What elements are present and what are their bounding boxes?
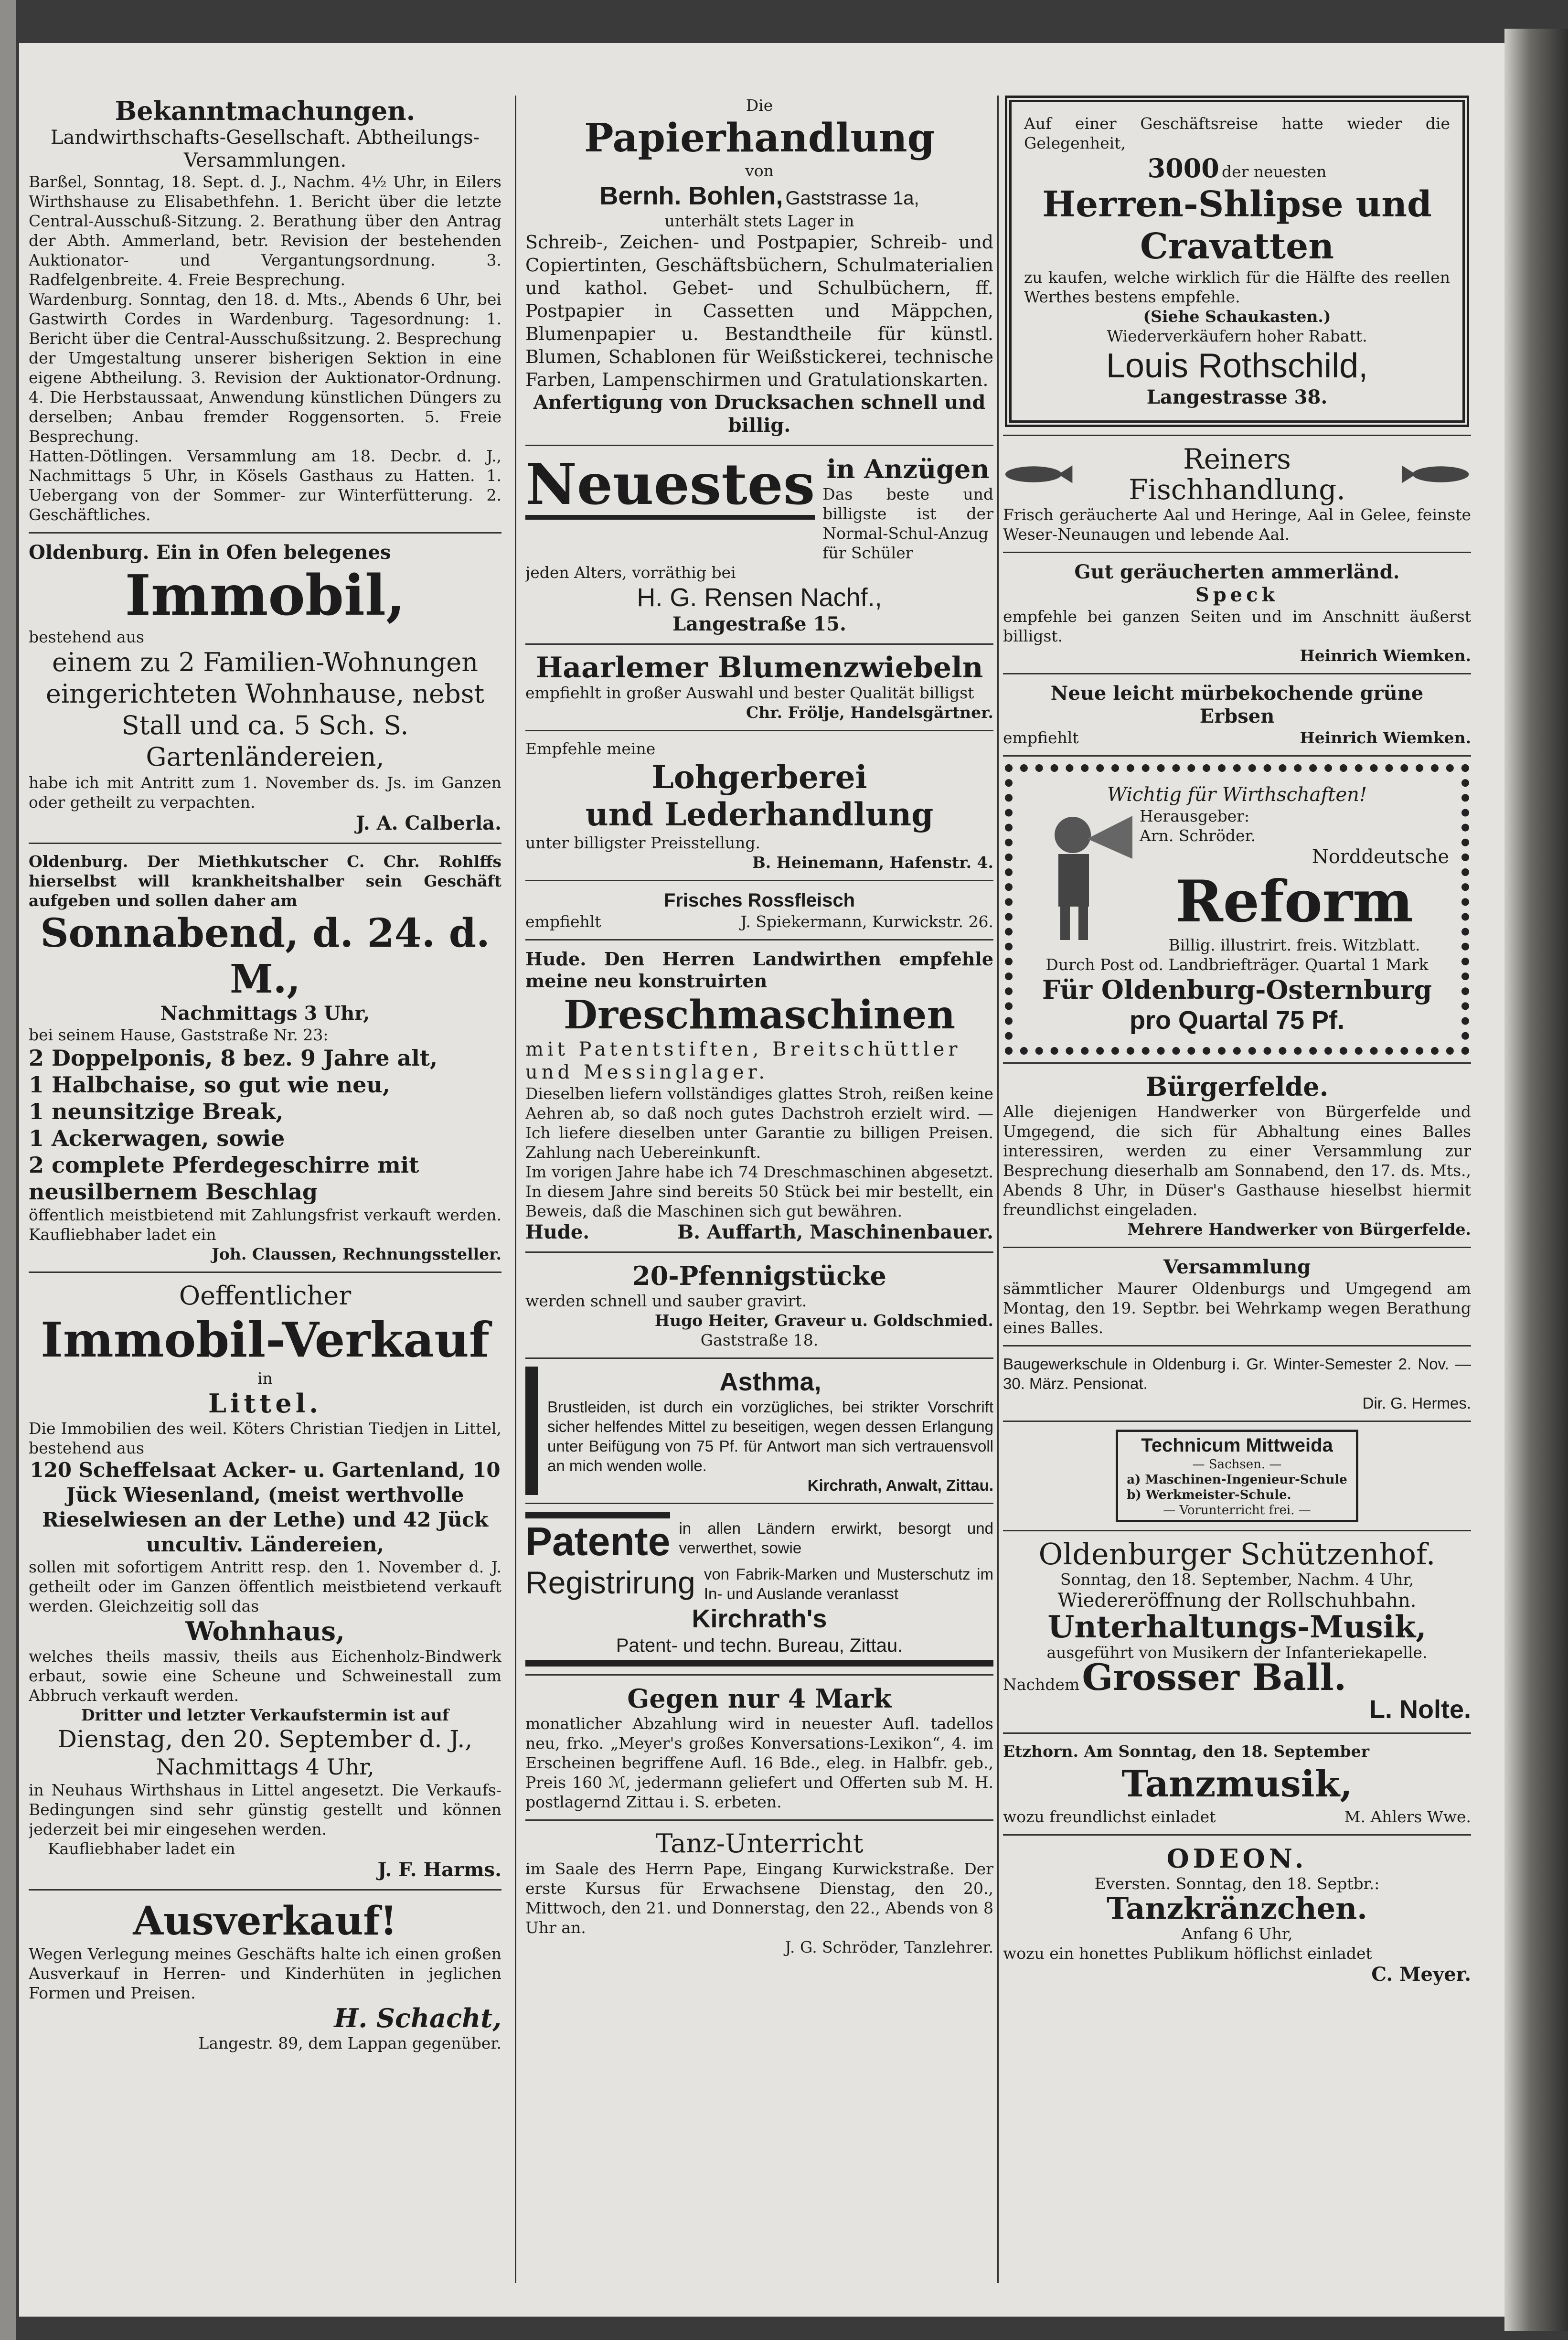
ad-title: Bürgerfelde. [1145, 1071, 1329, 1102]
ad-text-bold: 120 Scheffelsaat Acker- u. Gartenland, 10 Jück Wiesenland, (meist werthvolle Rieselwiesen an der Lethe) und 42 Jück uncultiv. Ländereien, [30, 1458, 501, 1556]
ad-place: Littel. [208, 1388, 322, 1419]
ad-text: Durch Post od. Landbriefträger. Quartal 1 Mark [1045, 955, 1429, 974]
ad-signature: B. Heinemann, Hafenstr. 4. [752, 853, 993, 872]
ad-text-bold: Wohnhaus, [185, 1616, 345, 1646]
ad-text: sämmtlicher Maurer Oldenburgs und Umgegend am Montag, den 19. Septbr. bei Wehrkamp wegen Berathung eines Balles. [1003, 1279, 1471, 1337]
section-header: Bekanntmachungen. [115, 96, 416, 126]
ad-time: Anfang 6 Uhr, [1181, 1924, 1293, 1943]
ad-immobil-verkauf-littel [29, 1281, 501, 1881]
ad-signature: J. G. Schröder, Tanzlehrer. [785, 1938, 993, 1956]
ad-text: Wiedereröffnung der Rollschuhbahn. [1057, 1590, 1417, 1612]
ad-title: ODEON. [1166, 1843, 1308, 1874]
auction-item: 2 Doppelponis, 8 bez. 9 Jahre alt, [29, 1045, 438, 1071]
ad-text: wozu ein honettes Publikum höflichst einladet [1003, 1944, 1372, 1963]
ad-text: im Saale des Herrn Pape, Eingang Kurwickstraße. Der erste Kursus für Erwachsene Dienstag, den 20., Mittwoch, den 21. und Donnerstag, den 22., Abends von 8 Uhr an. [525, 1859, 993, 1937]
ad-blumenzwiebeln [525, 652, 993, 722]
ad-lohgerberei [525, 739, 993, 872]
ad-title: Gut geräucherten ammerländ. [1074, 561, 1400, 583]
ad-divider [525, 730, 993, 731]
fish-icon [1401, 462, 1471, 486]
ad-text: empfehle bei ganzen Seiten und im Anschnitt äußerst billigst. [1003, 607, 1471, 645]
auction-item: 1 Halbchaise, so gut wie neu, [29, 1072, 390, 1098]
column-right [1003, 96, 1471, 2288]
ad-title: Lohgerberei [651, 759, 867, 796]
ad-signature: Chr. Frölje, Handelsgärtner. [746, 703, 993, 722]
ad-firm-name: H. G. Rensen Nachf., [637, 583, 882, 612]
ad-title: Ausverkauf! [133, 1898, 397, 1944]
ad-divider [525, 1357, 993, 1359]
ad-address: Langestr. 89, dem Lappan gegenüber. [198, 2034, 501, 2052]
ad-text: werden schnell und sauber gravirt. [525, 1292, 807, 1310]
ad-divider [525, 1819, 993, 1821]
ad-text: welches theils massiv, theils aus Eichenholz-Bindwerk erbaut, sowie eine Scheune und Schweinestall zum Abbruch verkauft werden. [29, 1647, 501, 1705]
ad-text: in Neuhaus Wirthshaus in Littel angesetzt. Die Verkaufs-Bedingungen sind sehr günstig gestellt und können jederzeit bei mir eingesehen werden. [29, 1781, 501, 1838]
newspaper-page [19, 43, 1504, 2317]
ad-signature: J. F. Harms. [377, 1859, 501, 1881]
ad-publisher: Arn. Schröder. [1140, 826, 1256, 845]
ad-asthma [525, 1367, 993, 1495]
ad-title: Reiners Fischhandlung. [1129, 443, 1345, 506]
ad-text: Brustleiden, ist durch ein vorzügliches, bei strikter Vorschrift sicher helfendes Mittel zu beseitigen, wegen dessen Erlangung unter Beifügung von 75 Pf. für Antwort man sich vertrauensvoll an mich wenden wolle. [547, 1398, 993, 1475]
ad-place: Hude. [525, 1221, 590, 1243]
ad-text: wozu freundlichst einladet [1003, 1807, 1216, 1826]
ad-signature: J. A. Calberla. [355, 812, 501, 834]
ad-title: Papierhandlung [584, 115, 935, 161]
ad-title: Immobil-Verkauf [41, 1312, 490, 1368]
ad-signature: Joh. Claussen, Rechnungssteller. [212, 1245, 501, 1263]
ad-title: Unterhaltungs-Musik, [1047, 1609, 1427, 1645]
ad-papierhandlung [525, 96, 993, 437]
ad-text: — Vorunterricht frei. — [1163, 1503, 1311, 1517]
ad-maurer-versammlung [1003, 1256, 1471, 1337]
ad-signature: Mehrere Handwerker von Bürgerfelde. [1127, 1220, 1471, 1239]
ad-title: Herren-Shlipse und Cravatten [1042, 184, 1432, 267]
ad-divider [525, 1503, 993, 1504]
ad-divider [525, 1251, 993, 1253]
ad-text-bold: Für Oldenburg-Osternburg [1042, 974, 1432, 1005]
ad-time: Nachmittags 3 Uhr, [160, 1002, 370, 1025]
ad-subtitle: in Anzügen [826, 454, 990, 484]
ad-text: unter billigster Preisstellung. [525, 833, 760, 852]
ad-title: Versammlung [1163, 1256, 1311, 1278]
ad-text: Wiederverkäufern hoher Rabatt. [1107, 327, 1367, 345]
ad-speck [1003, 561, 1471, 665]
fish-icon [1003, 462, 1073, 486]
ad-text: a) Maschinen-Ingenieur-Schule [1127, 1473, 1347, 1487]
ad-divider [525, 1674, 993, 1676]
ad-dreschmaschinen [525, 948, 993, 1244]
ad-title: Oldenburger Schützenhof. [1038, 1537, 1436, 1571]
ad-etzhorn-tanzmusik [1003, 1742, 1471, 1827]
ad-text: Dieselben liefern vollständiges glattes Stroh, reißen keine Aehren ab, so daß noch gutes Dachstroh erzielt wird. — Ich liefere dieselben unter Garantie zu billigen Preisen. Zahlung nach Uebereinkunft. [525, 1084, 993, 1162]
ad-divider [1003, 1345, 1471, 1346]
ad-text: Auf einer Geschäftsreise hatte wieder die Gelegenheit, [1024, 114, 1450, 152]
ad-text: einem zu 2 Familien-Wohnungen eingerichteten Wohnhause, nebst Stall und ca. 5 Sch. S. Gartenländereien, [45, 647, 485, 772]
ad-immobil-ofen [29, 541, 501, 835]
ad-firm-name: Louis Rothschild, [1106, 347, 1368, 385]
ad-text: Frisch geräucherte Aal und Heringe, Aal in Gelee, feinste Weser-Neunaugen und lebende Aal. [1003, 505, 1471, 544]
ad-pretitle: Oeffentlicher [179, 1281, 352, 1311]
ad-divider [1003, 1834, 1471, 1836]
trumpeter-icon [1025, 806, 1140, 950]
ad-signature: Heinrich Wiemken. [1300, 728, 1471, 747]
ad-title: Tanz-Unterricht [655, 1828, 864, 1859]
page-edge [1504, 29, 1568, 2331]
auction-item: 1 neunsitzige Break, [29, 1099, 284, 1124]
ad-erbsen [1003, 682, 1471, 748]
ad-firm-name: Kirchrath's [692, 1604, 827, 1633]
ad-text: — Sachsen. — [1192, 1457, 1282, 1472]
ad-text: bei seinem Hause, Gaststraße Nr. 23: [29, 1026, 329, 1044]
ad-text: b) Werkmeister-Schule. [1127, 1488, 1291, 1502]
ad-text: Hatten-Dötlingen. Versammlung am 18. Decbr. d. J., Nachmittags 5 Uhr, in Kösels Gasthaus zu Hatten. 1. Uebergang von der Sommer- zur Winterfütterung. 2. Geschäftliches. [29, 447, 501, 524]
ad-address: Langestraße 15. [672, 613, 846, 635]
ad-divider [1003, 1530, 1471, 1531]
ad-text: Eversten. Sonntag, den 18. Septbr.: [1094, 1874, 1380, 1893]
ad-text: in [257, 1369, 273, 1388]
ad-text: sollen mit sofortigem Antritt resp. den 1. November d. J. getheilt oder im Ganzen öffentlich meistbietend verkauft werden. Gleichzeitig soll das [29, 1558, 501, 1615]
ad-text: von Fabrik-Marken und Musterschutz im In- und Auslande veranlasst [704, 1565, 993, 1603]
ad-text: Die [746, 96, 773, 115]
ad-divider [29, 1889, 501, 1891]
binding-strip [0, 0, 16, 2340]
ad-divider [525, 643, 993, 645]
ad-text: Empfehle meine [525, 739, 656, 758]
ad-intro: Etzhorn. Am Sonntag, den 18. September [1003, 1742, 1369, 1761]
ad-title: Speck [1195, 584, 1279, 606]
ad-firm-name: Patent- und techn. Bureau, Zittau. [525, 1634, 993, 1667]
ad-title: und Lederhandlung [585, 796, 934, 833]
ad-divider [29, 843, 501, 844]
ad-rossfleisch [525, 889, 993, 931]
ad-signature: Hugo Heiter, Graveur u. Goldschmied. [654, 1311, 993, 1330]
ad-divider [29, 532, 501, 534]
ad-signature: M. Ahlers Wwe. [1344, 1807, 1471, 1826]
ad-title: Gegen nur 4 Mark [627, 1683, 892, 1714]
ad-text: Im vorigen Jahre habe ich 74 Dreschmaschinen abgesetzt. In diesem Jahre sind bereits 50 Stück bei mir bestellt, ein Beweis, daß die Maschinen sich gut bewähren. [525, 1163, 993, 1220]
ad-title: 20-Pfennigstücke [632, 1261, 886, 1291]
ad-text: Nachdem [1003, 1675, 1080, 1694]
ad-text: in allen Ländern erwirkt, besorgt und verwerthet, sowie [679, 1519, 993, 1557]
ad-agriculture-meetings [29, 126, 501, 524]
ad-text: Sonntag, den 18. September, Nachm. 4 Uhr, [1060, 1570, 1414, 1589]
ad-text: ausgeführt von Musikern der Infanteriekapelle. [1046, 1643, 1428, 1662]
ad-odeon [1003, 1843, 1471, 1986]
ad-reform [1005, 764, 1469, 1055]
ad-tanzunterricht [525, 1828, 993, 1957]
ad-intro: Oldenburg. Der Miethkutscher C. Chr. Rohlffs hierselbst will krankheitshalber sein Geschäft aufgeben und sollen daher am [29, 852, 501, 910]
ad-divider [1003, 552, 1471, 553]
ad-divider [1003, 1062, 1471, 1064]
ad-intro: Oldenburg. Ein in Ofen belegenes [29, 541, 391, 564]
ad-text: jeden Alters, vorräthig bei [525, 563, 736, 582]
ad-text: unterhält stets Lager in [664, 212, 854, 230]
ad-text: Dritter und letzter Verkaufstermin ist auf [81, 1706, 449, 1724]
column-middle [525, 96, 993, 2288]
ad-publisher-label: Herausgeber: [1140, 807, 1250, 825]
ad-text: Baugewerkschule in Oldenburg i. Gr. Winter-Semester 2. Nov. — 30. März. Pensionat. [1003, 1355, 1471, 1392]
ad-title: Tanzkränzchen. [1107, 1891, 1367, 1926]
ad-text: Das beste und billigste ist der Normal-Schul-Anzug für Schüler [822, 485, 993, 562]
ad-text: Alle diejenigen Handwerker von Bürgerfelde und Umgegend, die sich für Abhaltung eines Balles interessiren, werden zu einer Versammlung zur Besprechung dieserhalb am Sonnabend, den 17. ds. Mts., Abends 8 Uhr, in Düser's Gasthause hieselbst hiermit freundlichst eingeladen. [1003, 1102, 1471, 1219]
ad-signature: Dir. G. Hermes. [1362, 1394, 1471, 1412]
column-left [29, 96, 501, 2288]
ad-text: von [745, 161, 774, 180]
ad-text: (Siehe Schaukasten.) [1143, 307, 1331, 326]
ad-text: Billig. illustrirt. freis. Witzblatt. [1168, 936, 1420, 954]
column-rule [515, 96, 516, 2283]
ad-firm-name: Bernh. Bohlen, [599, 182, 783, 210]
ad-title: Registrirung [525, 1565, 695, 1600]
ad-text: monatlicher Abzahlung wird in neuester Aufl. tadellos neu, frko. „Meyer's großes Konversations-Lexikon“, 4. im Erscheinen begriffene Aufl. 16 Bde., eleg. in Halbfr. geb., Preis 160 ℳ, jedermann geliefert und Offerten sub M. H. postlagernd Zittau i. S. erbeten. [525, 1714, 993, 1811]
ad-rothschild [1005, 96, 1469, 427]
ad-signature: J. Spiekermann, Kurwickstr. 26. [740, 912, 993, 931]
ad-signature: C. Meyer. [1371, 1963, 1471, 1986]
ad-text: Barßel, Sonntag, 18. Sept. d. J., Nachm. 4½ Uhr, in Eilers Wirthshause zu Elisabethfehn. 1. Bericht über die letzte Central-Ausschuß-Sitzung. 2. Berathung über den Antrag der Abth. Ammerland, betr. Revision der bestehenden Auktionator- und Vergantungsordnung. 3. Radfelgenbreite. 4. Freie Besprechung. [29, 172, 501, 289]
ad-fischhandlung [1003, 444, 1471, 544]
ad-ausverkauf [29, 1898, 501, 2053]
ad-title: Erbsen [1199, 705, 1275, 727]
ad-number: 3000 [1147, 153, 1219, 183]
ad-text: Schreib-, Zeichen- und Postpapier, Schreib- und Copiertinten, Geschäftsbüchern, Schulmaterialien und kathol. Gebet- und Schulbüchern, ff. Postpapier in Cassetten und Mäppchen, Blumenpapier u. Bestandtheile für künstl. Blumen, Schablonen für Weißstickerei, technische Farben, Lampenschirmen und Gratulationskarten. [525, 232, 993, 390]
ad-title: Patente [525, 1512, 670, 1564]
ad-text: habe ich mit Antritt zum 1. November ds. Js. im Ganzen oder getheilt zu verpachten. [29, 773, 501, 812]
ad-signature: Heinrich Wiemken. [1300, 646, 1471, 665]
ad-price: pro Quartal 75 Pf. [1129, 1006, 1345, 1035]
ad-divider [1003, 435, 1471, 436]
ad-signature: B. Auffarth, Maschinenbauer. [677, 1221, 993, 1243]
ad-signature: H. Schacht, [334, 2003, 501, 2033]
ad-divider [1003, 1247, 1471, 1248]
ad-signature: Kirchrath, Anwalt, Zittau. [807, 1476, 993, 1494]
ad-buergerfelde [1003, 1071, 1471, 1239]
ad-lexikon [525, 1683, 993, 1812]
auction-item: 1 Ackerwagen, sowie [29, 1125, 285, 1151]
ad-subtitle: mit Patentstiften, Breitschüttler und Messinglager. [525, 1038, 961, 1083]
ad-patente [525, 1512, 993, 1667]
ad-text: empfiehlt in großer Auswahl und bester Qualität billigst [525, 684, 974, 702]
ad-title: Dreschmaschinen [563, 992, 956, 1038]
ad-signature: L. Nolte. [1369, 1695, 1471, 1724]
ad-text: Kaufliebhaber ladet ein [48, 1839, 235, 1858]
column-rule [997, 96, 999, 2283]
ad-pfennigstuecke [525, 1261, 993, 1350]
ad-text: empfiehlt [525, 912, 601, 931]
ad-title: Technicum Mittweida [1141, 1435, 1333, 1456]
ad-intro: Hude. Den Herren Landwirthen empfehle meine neu konstruirten [525, 948, 993, 992]
ad-divider [525, 880, 993, 881]
ad-divider [525, 939, 993, 940]
ad-address: Gaststrasse 1a, [785, 188, 919, 209]
ad-date: Sonnabend, d. 24. d. M., [40, 910, 490, 1002]
ad-divider [1003, 1732, 1471, 1734]
auction-item: 2 complete Pferdegeschirre mit neusilbernem Beschlag [29, 1152, 419, 1205]
ad-title: Frisches Rossfleisch [663, 890, 855, 911]
ad-title: Grosser Ball. [1082, 1656, 1347, 1699]
ad-date: Dienstag, den 20. September d. J., [57, 1725, 473, 1753]
ad-title: Landwirthschafts-Gesellschaft. Abtheilungs-Versammlungen. [50, 127, 480, 171]
ad-text: Wardenburg. Sonntag, den 18. d. Mts., Abends 6 Uhr, bei Gastwirth Cordes in Wardenburg. Tagesordnung: 1. Bericht über die Central-Ausschußsitzung. 2. Besprechung der Umgestaltung unserer bisherigen Sektion in eine eigene Abtheilung. 3. Revision der Auktionator-Ordnung. 4. Die Herbstaussaat, Anwendung künstlichen Düngers zu derselben; Anbau fremder Roggensorten. 5. Freie Besprechung. [29, 290, 501, 446]
ad-time: Nachmittags 4 Uhr, [156, 1754, 374, 1780]
ad-title: Tanzmusik, [1121, 1763, 1353, 1805]
ad-neuestes-anzuege [525, 451, 993, 636]
ad-title: Neue leicht mürbekochende grüne [1050, 682, 1424, 705]
ad-subtitle: Norddeutsche [1312, 846, 1449, 868]
ad-footer: Anfertigung von Drucksachen schnell und billig. [533, 391, 986, 437]
ad-title: Haarlemer Blumenzwiebeln [535, 651, 983, 684]
ad-text: Wegen Verlegung meines Geschäfts halte ich einen großen Ausverkauf in Herren- und Kinderhüten in jeglichen Formen und Preisen. [29, 1945, 501, 2002]
ad-divider [1003, 673, 1471, 674]
ad-header: Wichtig für Wirthschaften! [1107, 784, 1367, 806]
ad-title: Immobil, [125, 563, 405, 628]
ad-divider [1003, 1421, 1471, 1422]
ad-text: zu kaufen, welche wirklich für die Hälfte des reellen Werthes bestens empfehle. [1024, 268, 1450, 306]
ad-title: Reform [1175, 868, 1413, 935]
ad-baugewerkschule [1003, 1354, 1471, 1413]
ad-text: bestehend aus [29, 628, 144, 646]
ad-address: Langestrasse 38. [1146, 386, 1328, 408]
ad-rohlffs-auction [29, 852, 501, 1264]
ad-title: Neuestes [525, 451, 815, 517]
ad-divider [29, 1272, 501, 1273]
ad-text: öffentlich meistbietend mit Zahlungsfrist verkauft werden. Kaufliebhaber ladet ein [29, 1206, 501, 1244]
ad-text: empfiehlt [1003, 728, 1079, 747]
ad-text: der neuesten [1221, 162, 1327, 181]
ad-address: Gaststraße 18. [700, 1331, 819, 1349]
ad-schuetzenhof [1003, 1539, 1471, 1725]
ad-divider [1003, 755, 1471, 757]
ad-title: Asthma, [719, 1368, 821, 1396]
ad-text: Die Immobilien des weil. Köters Christian Tiedjen in Littel, bestehend aus [29, 1419, 501, 1457]
ad-technicum-mittweida [1003, 1430, 1471, 1522]
ad-divider [525, 445, 993, 446]
